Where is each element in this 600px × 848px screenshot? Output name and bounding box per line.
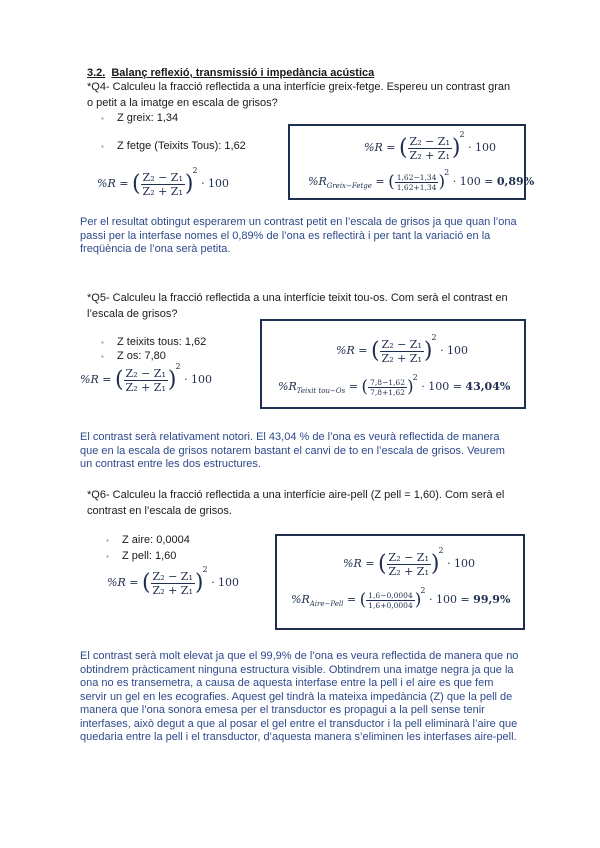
q4-bullet-greix: ▪ Z greix: 1,34 bbox=[117, 112, 178, 124]
formula-numerator: Z₂ − Z₁ bbox=[388, 550, 429, 564]
formula-numerator: Z₂ − Z₁ bbox=[152, 569, 193, 583]
q5-box-formula: %R = ( $\frac{\text{Z₂ − Z₁}}{\text{Z₂ + Z₁}}$ )$^2$ · 100 bbox=[336, 333, 469, 365]
section-number: 3.2. bbox=[87, 67, 106, 79]
q4-general-formula: %R = ( $\frac{\text{Z₂ − Z₁}}{\text{Z₂ + Z₁}}$ )$^2$ · 100 bbox=[97, 166, 230, 198]
q4-box-calculation: $\%R_{Greix-Fetge}$ = ( $\frac{1,62-1,34}{1,62+1,34}$ )$^2$ · 100 = 0,89% bbox=[308, 168, 535, 192]
formula-exponent: 2 bbox=[175, 362, 181, 371]
q5-subscript: Teixit tou−Os bbox=[296, 387, 346, 396]
formula-denominator: Z₂ + Z₁ bbox=[388, 564, 429, 578]
q4-box-formula: %R = ( $\frac{\text{Z₂ − Z₁}}{\text{Z₂ + Z₁}}$ )$^2$ · 100 bbox=[364, 130, 497, 162]
q6-result: 99,9% bbox=[473, 593, 511, 606]
formula-times: · 100 bbox=[201, 177, 230, 190]
q4-bullet-fetge: ▪ Z fetge (Teixits Tous): 1,62 bbox=[117, 140, 246, 152]
q6-den-values: 1,6+0,0004 bbox=[368, 600, 413, 610]
formula-numerator: Z₂ − Z₁ bbox=[409, 134, 450, 148]
formula-exponent: 2 bbox=[459, 130, 465, 139]
formula-times: · 100 bbox=[468, 141, 497, 154]
q4-num-values: 1,62−1,34 bbox=[396, 172, 437, 182]
q4-answer: Per el resultat obtingut esperarem un contrast petit en l’escala de grisos ja que quan l’ona passi per la interfase nomes el 0,89% de l’ona es reflectirà i per tant la variació en la freqüència de l’ona serà petita. bbox=[80, 216, 517, 255]
q5-answer: El contrast serà relativament notori. El 43,04 % de l’ona es veurà reflectida de manera que en la escala de grisos notarem bastant el canvi de to en l’escala de grisos. Veurem un contrast entre les dos estructures. bbox=[80, 431, 505, 470]
formula-exponent: 2 bbox=[202, 565, 208, 574]
q5-bullet-teixits: ▪ Z teixits tous: 1,62 bbox=[117, 336, 206, 348]
q5-result: 43,04% bbox=[465, 380, 511, 393]
q4-den-values: 1,62+1,34 bbox=[396, 182, 437, 192]
formula-lhs: %R = bbox=[364, 141, 396, 154]
q6-box-calculation: $\%R_{Aire-Pell}$ = ( $\frac{1,6-0,0004}{1,6+0,0004}$ )$^2$ · 100 = 99,9% bbox=[291, 586, 511, 610]
formula-denominator: Z₂ + Z₁ bbox=[381, 351, 422, 365]
q5-num-values: 7,8−1,62 bbox=[370, 377, 405, 387]
formula-lhs: %R = bbox=[80, 373, 112, 386]
formula-lhs: %R = bbox=[97, 177, 129, 190]
q5-bullet-os: ▪ Z os: 7,80 bbox=[117, 350, 166, 362]
q5-general-formula: %R = ( $\frac{\text{Z₂ − Z₁}}{\text{Z₂ + Z₁}}$ )$^2$ · 100 bbox=[80, 362, 213, 394]
q6-subscript: Aire−Pell bbox=[309, 600, 344, 609]
formula-numerator: Z₂ − Z₁ bbox=[142, 170, 183, 184]
q4-subscript: Greix−Fetge bbox=[326, 182, 372, 191]
q6-num-values: 1,6−0,0004 bbox=[368, 590, 413, 600]
formula-exponent: 2 bbox=[192, 166, 198, 175]
q4-result: 0,89% bbox=[496, 175, 535, 188]
formula-denominator: Z₂ + Z₁ bbox=[125, 380, 166, 394]
formula-times: · 100 bbox=[184, 373, 213, 386]
q5-result-box bbox=[260, 319, 526, 409]
formula-numerator: Z₂ − Z₁ bbox=[125, 366, 166, 380]
q5-box-calculation: $\%R_{Teixit tou-Os}$ = ( $\frac{7,8-1,62}{7,8+1,62}$ )$^2$ · 100 = 43,04% bbox=[278, 373, 511, 397]
formula-denominator: Z₂ + Z₁ bbox=[142, 184, 183, 198]
q4-result-box bbox=[288, 124, 535, 200]
q6-bullet-aire: ▪ Z aire: 0,0004 bbox=[122, 534, 190, 546]
formula-times: · 100 bbox=[440, 344, 469, 357]
q6-question: *Q6- Calculeu la fracció reflectida a una interfície aire-pell (Z pell = 1,60). Com serà el contrast en l’escala de grisos. bbox=[87, 489, 505, 517]
q6-box-formula: %R = ( $\frac{\text{Z₂ − Z₁}}{\text{Z₂ + Z₁}}$ )$^2$ · 100 bbox=[343, 546, 476, 578]
formula-denominator: Z₂ + Z₁ bbox=[409, 148, 450, 162]
section-title: Balanç reflexió, transmissió i impedància acústica bbox=[111, 67, 375, 79]
formula-numerator: Z₂ − Z₁ bbox=[381, 337, 422, 351]
q5-den-values: 7,8+1,62 bbox=[370, 387, 405, 397]
q5-question: *Q5- Calculeu la fracció reflectida a una interfície teixit tou-os. Com serà el contrast en l’escala de grisos? bbox=[87, 292, 508, 320]
formula-denominator: Z₂ + Z₁ bbox=[152, 583, 193, 597]
formula-times: · 100 bbox=[211, 576, 240, 589]
formula-exponent: 2 bbox=[438, 546, 444, 555]
formula-lhs: %R = bbox=[343, 557, 375, 570]
formula-times: · 100 bbox=[447, 557, 476, 570]
q4-question: *Q4- Calculeu la fracció reflectida a una interfície greix-fetge. Espereu un contrast gran o petit a la imatge en escala de grisos? bbox=[87, 81, 511, 109]
q6-result-box bbox=[275, 534, 525, 630]
q6-answer: El contrast serà molt elevat ja que el 99,9% de l’ona es veura reflectida de manera que no obtindrem pràcticament ninguna estructura visible. Obtindrem una imatge negra ja que la ona no es transemetra, a causa de aquesta interfase entre la pell i el aire es que fem servir un gel en les ecografies. Aquest gel tindrà la mateixa impedància (Z) que la pell de manera que l’ona sonora emesa per el transductor es propagui a la pell sense tenir interfases, això degut a que al posar el gel entre el transductor i la pell eliminarà l’aire que quedaria entre la pell i el transductor, d’aquesta manera s’eliminen les interfases aire-pell. bbox=[80, 650, 519, 743]
formula-lhs: %R = bbox=[107, 576, 139, 589]
formula-lhs: %R = bbox=[336, 344, 368, 357]
section-heading bbox=[87, 67, 374, 79]
q6-bullet-pell: ▪ Z pell: 1,60 bbox=[122, 550, 176, 562]
formula-exponent: 2 bbox=[431, 333, 437, 342]
q6-general-formula: %R = ( $\frac{\text{Z₂ − Z₁}}{\text{Z₂ + Z₁}}$ )$^2$ · 100 bbox=[107, 565, 240, 597]
